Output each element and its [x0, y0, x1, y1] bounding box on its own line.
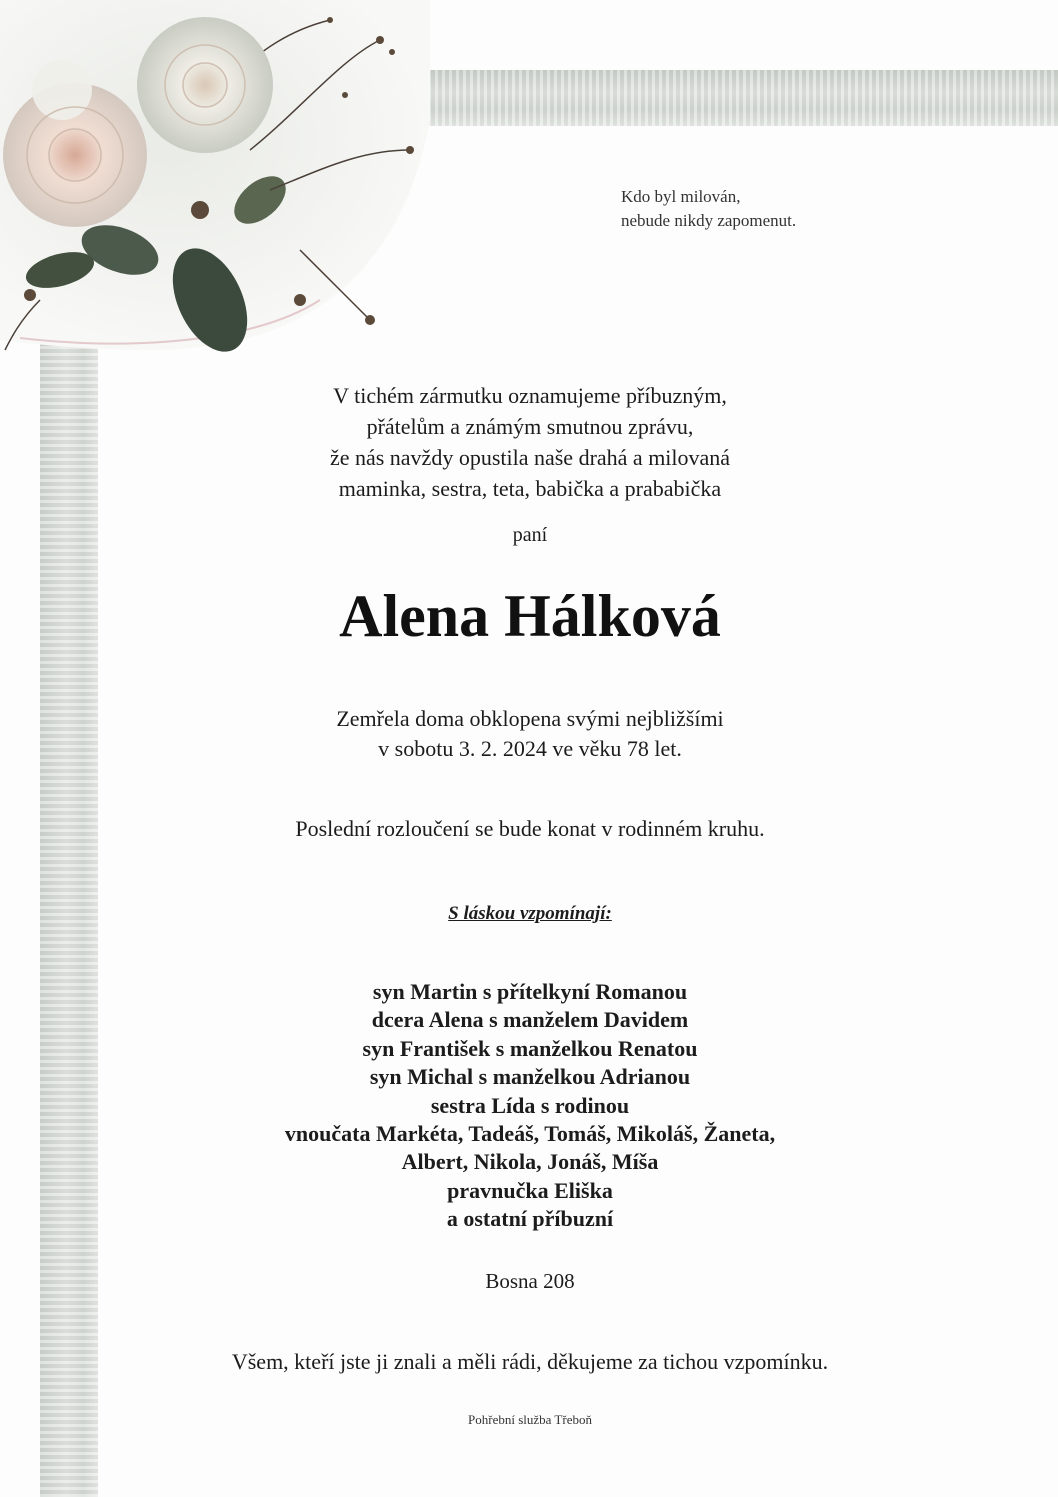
announcement-line: V tichém zármutku oznamujeme příbuzným, — [333, 383, 727, 408]
death-info-line: Zemřela doma obklopena svými nejbližšími — [336, 706, 724, 731]
motto-line: Kdo byl milován, — [621, 187, 741, 206]
mourner-line: syn Martin s přítelkyní Romanou — [372, 979, 688, 1004]
mourner-line: Albert, Nikola, Jonáš, Míša — [401, 1149, 659, 1175]
farewell-notice: Poslední rozloučení se bude konat v rodinném kruhu. — [295, 816, 765, 841]
mourner-line: pravnučka Eliška — [447, 1177, 613, 1203]
mourner-line: syn Michal s manželkou Adrianou — [369, 1064, 691, 1090]
mourner-line: dcera Alena s manželem Davidem — [371, 1007, 689, 1033]
death-info-line: v sobotu 3. 2. 2024 ve věku 78 let. — [378, 736, 682, 761]
title-word: paní — [512, 524, 548, 546]
address: Bosna 208 — [485, 1269, 575, 1293]
mourner-line: sestra Lída s rodinou — [430, 1092, 630, 1118]
funeral-service: Pohřební služba Třeboň — [468, 1412, 592, 1427]
mourner-line: vnoučata Markéta, Tadeáš, Tomáš, Mikoláš, Žaneta, — [284, 1121, 776, 1147]
mourner-line: syn František s manželkou Renatou — [362, 1035, 698, 1061]
mourners-list — [110, 978, 950, 1234]
thanks-note: Všem, kteří jste ji znali a měli rádi, děkujeme za tichou vzpomínku. — [231, 1349, 829, 1374]
death-info — [110, 704, 950, 764]
floral-rose-bouquet-image — [0, 0, 430, 370]
deceased-name: Alena Hálková — [339, 583, 721, 649]
announcement-line: přátelům a známým smutnou zprávu, — [366, 414, 694, 439]
motto — [621, 185, 881, 233]
decorative-band-vertical — [40, 330, 98, 1497]
mourner-line: a ostatní příbuzní — [446, 1206, 614, 1232]
motto-line: nebude nikdy zapomenut. — [621, 211, 797, 230]
decorative-band-horizontal — [330, 70, 1058, 126]
remember-heading: S láskou vzpomínají: — [448, 903, 612, 924]
announcement-line: maminka, sestra, teta, babička a prababička — [338, 476, 722, 501]
announcement — [110, 380, 950, 504]
announcement-line: že nás navždy opustila naše drahá a milovaná — [329, 445, 731, 470]
